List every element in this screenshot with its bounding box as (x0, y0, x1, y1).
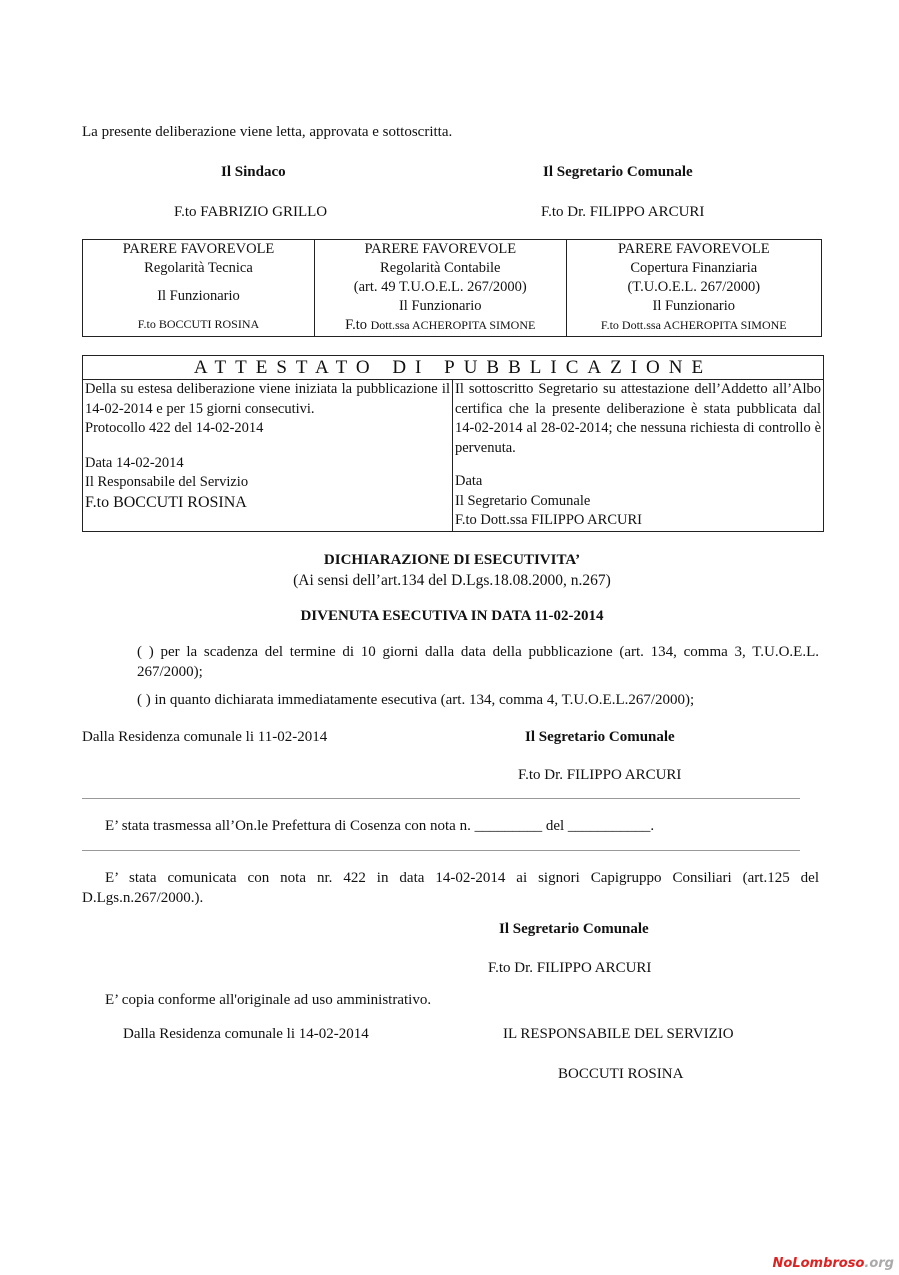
sindaco-name: F.to FABRIZIO GRILLO (174, 204, 328, 220)
attestato-right-date: Data (455, 473, 483, 489)
parere-role: Il Funzionario (157, 288, 240, 304)
segretario-title: Il Segretario Comunale (543, 164, 693, 180)
residenza-place-2: Dalla Residenza comunale li 14-02-2014 (123, 1026, 369, 1042)
parere-law: (art. 49 T.U.O.E.L. 267/2000) (353, 279, 527, 295)
parere-signature: Dott.ssa ACHEROPITA SIMONE (370, 318, 536, 332)
attestato-left-sign: F.to BOCCUTI ROSINA (85, 493, 247, 511)
esecutivita-title: DICHIARAZIONE DI ESECUTIVITA’ (323, 552, 581, 568)
parere-heading: PARERE FAVOREVOLE (364, 241, 517, 257)
parere-signature-prefix: F.to (345, 317, 367, 333)
parere-contabile (314, 240, 566, 337)
esecutivita-subtitle: (Ai sensi dell’art.134 del D.Lgs.18.08.2000, n.267) (293, 572, 611, 589)
segretario-name: F.to Dr. FILIPPO ARCURI (541, 204, 705, 220)
parere-role: Il Funzionario (398, 298, 482, 314)
parere-type: Copertura Finanziaria (630, 260, 758, 276)
parere-signature: F.to BOCCUTI ROSINA (137, 317, 260, 331)
parere-heading: PARERE FAVOREVOLE (617, 241, 770, 257)
attestato-protocollo: Protocollo 422 del 14-02-2014 (85, 420, 264, 436)
parere-tecnico (83, 240, 315, 337)
esecutivita-sign-name: F.to Dr. FILIPPO ARCURI (518, 767, 682, 783)
watermark-tld: .org (864, 1256, 894, 1271)
parere-role: Il Funzionario (652, 298, 736, 314)
parere-signature: F.to Dott.ssa ACHEROPITA SIMONE (600, 318, 787, 332)
attestato-right-text: Il sottoscritto Segretario su attestazione dell’Addetto all’Albo certifica che la presente deliberazione è stata pubblicata dal 14-02-2014 al 28-02-2014; che nessuna richiesta di controllo è pervenuta. (455, 381, 821, 456)
responsabile-role: IL RESPONSABILE DEL SERVIZIO (503, 1026, 734, 1042)
divider (82, 798, 800, 799)
pareri-table (82, 239, 822, 337)
divider (82, 850, 800, 851)
parere-copertura (566, 240, 821, 337)
parere-law: (T.U.O.E.L. 267/2000) (627, 279, 761, 295)
site-watermark (773, 1256, 894, 1271)
parere-type: Regolarità Tecnica (144, 260, 253, 276)
attestato-left (83, 380, 453, 531)
comunicata-text: E’ stata comunicata con nota nr. 422 in data 14-02-2014 ai signori Capigruppo Consiliari (art.125 del D.Lgs.n.267/2000.). (82, 870, 819, 906)
attestato-title: ATTESTATO DI PUBBLICAZIONE (83, 356, 823, 380)
attestato-right-role: Il Segretario Comunale (455, 492, 591, 509)
parere-heading: PARERE FAVOREVOLE (122, 241, 275, 257)
attestato-left-role: Il Responsabile del Servizio (85, 474, 249, 490)
option-immediata: ( ) in quanto dichiarata immediatamente esecutiva (art. 134, comma 4, T.U.O.E.L.267/2000); (137, 692, 695, 708)
parere-type: Regolarità Contabile (380, 260, 501, 276)
sindaco-title: Il Sindaco (221, 164, 286, 180)
attestato-left-text: Della su estesa deliberazione viene iniziata la pubblicazione il 14-02-2014 e per 15 giorni consecutivi. (85, 381, 450, 417)
copia-text: E’ copia conforme all'originale ad uso amministrativo. (105, 992, 432, 1008)
responsabile-name: BOCCUTI ROSINA (558, 1066, 684, 1082)
esecutiva-date: DIVENUTA ESECUTIVA IN DATA 11-02-2014 (300, 608, 604, 624)
esecutivita-sign-title: Il Segretario Comunale (525, 729, 675, 745)
attestato-box (82, 355, 824, 532)
comunicata-sign-name: F.to Dr. FILIPPO ARCURI (488, 960, 652, 976)
attestato-left-date: Data 14-02-2014 (85, 454, 184, 471)
trasmessa-text: E’ stata trasmessa all’On.le Prefettura di Cosenza con nota n. _________ del ___________. (105, 818, 655, 834)
option-scadenza: ( ) per la scadenza del termine di 10 giorni dalla data della pubblicazione (art. 134, comma 3, T.U.O.E.L. 267/2000); (137, 644, 819, 680)
comunicata-sign-title: Il Segretario Comunale (499, 921, 649, 937)
residenza-place-1: Dalla Residenza comunale li 11-02-2014 (82, 729, 328, 745)
watermark-brand: NoLombroso (772, 1256, 865, 1271)
intro-text: La presente deliberazione viene letta, approvata e sottoscritta. (82, 124, 453, 140)
attestato-right (453, 380, 823, 531)
attestato-right-sign: F.to Dott.ssa FILIPPO ARCURI (455, 512, 642, 528)
